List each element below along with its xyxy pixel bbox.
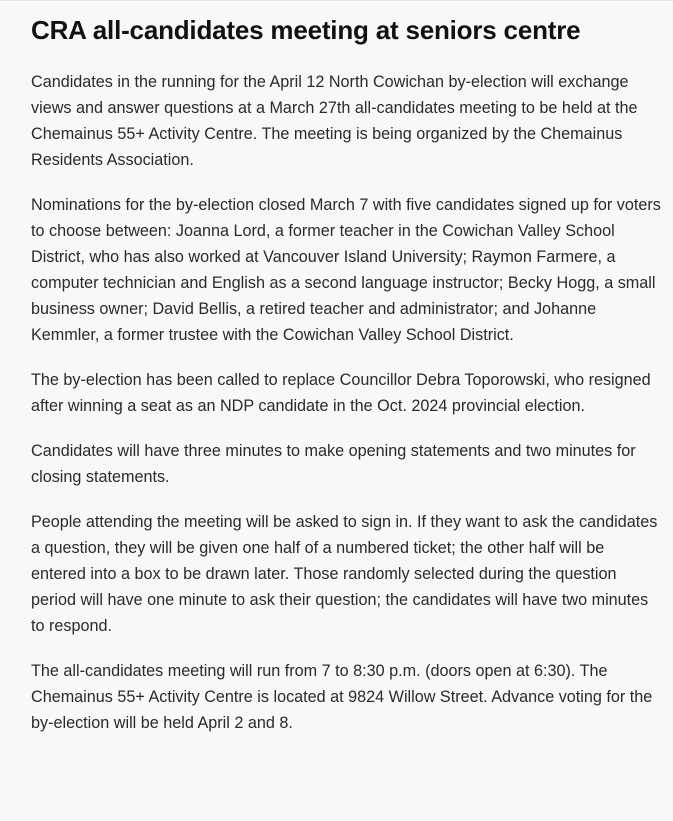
paragraph-questions: People attending the meeting will be asked to sign in. If they want to ask the candidates a question, they will be given one half of a numbered ticket; the other half will be entered into a box to be drawn later. Those randomly selected during the question period will have one minute to ask their question; the candidates will have two minutes to respond. [31,513,658,635]
paragraph-nominations: Nominations for the by-election closed March 7 with five candidates signed up for voters to choose between: Joanna Lord, a former teacher in the Cowichan Valley School District, who has also worked at Vancouver Island University; Raymon Farmere, a computer technician and English as a second language instructor; Becky Hogg, a small business owner; David Bellis, a retired teacher and administrator; and Johanne Kemmler, a former trustee with the Cowichan Valley School District. [31,196,661,344]
article [31,13,661,755]
paragraph-reason: The by-election has been called to replace Councillor Debra Toporowski, who resigned after winning a seat as an NDP candidate in the Oct. 2024 provincial election. [31,371,651,415]
top-divider [0,0,673,1]
paragraph-schedule: The all-candidates meeting will run from 7 to 8:30 p.m. (doors open at 6:30). The Chemainus 55+ Activity Centre is located at 9824 Willow Street. Advance voting for the by-election will be held April 2 and 8. [31,662,653,732]
article-title: CRA all-candidates meeting at seniors centre [31,15,581,45]
paragraph-statements: Candidates will have three minutes to make opening statements and two minutes for closing statements. [31,442,636,486]
paragraph-intro: Candidates in the running for the April 12 North Cowichan by-election will exchange views and answer questions at a March 27th all-candidates meeting to be held at the Chemainus 55+ Activity Centre. The meeting is being organized by the Chemainus Residents Association. [31,73,638,169]
